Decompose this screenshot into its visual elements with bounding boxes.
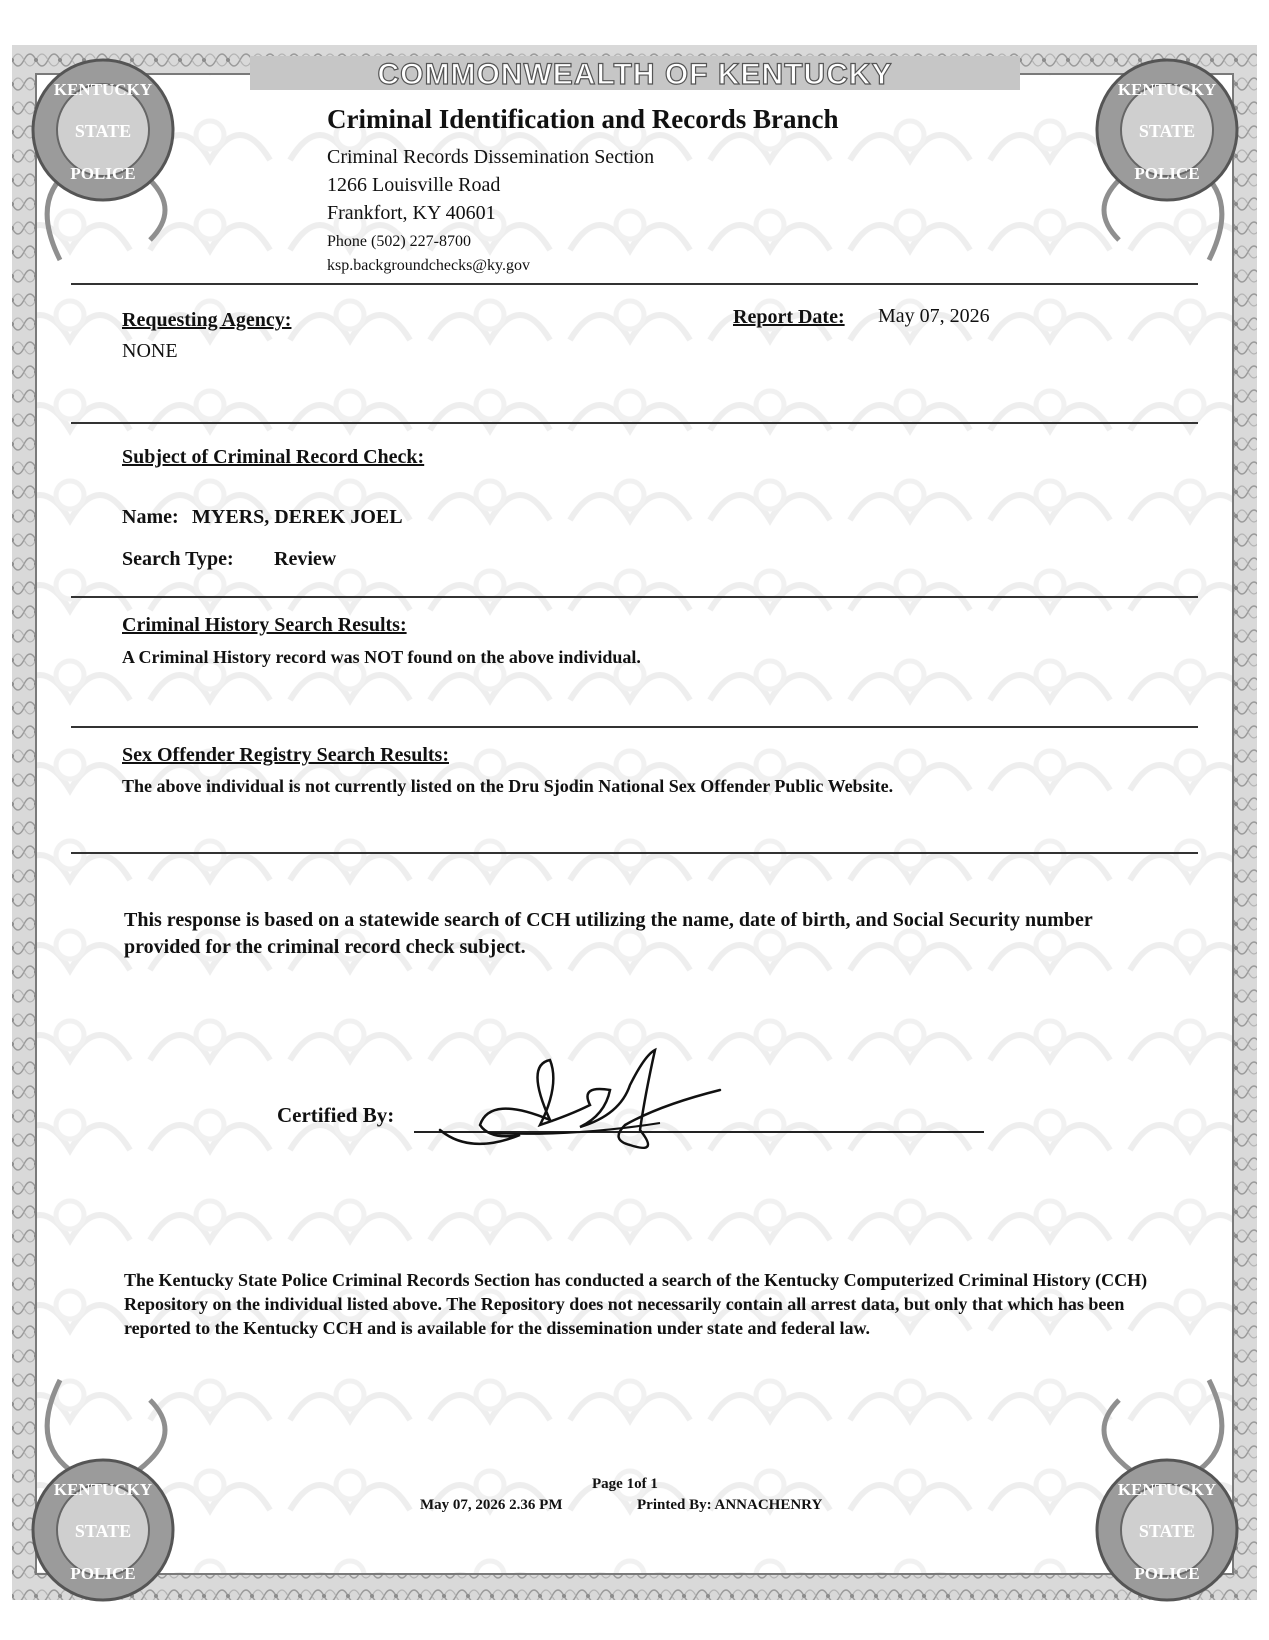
signature (430, 1045, 740, 1155)
sex-offender-result: The above individual is not currently listed on the Dru Sjodin National Sex Offender Public Website. (122, 776, 894, 796)
ksp-seal-top-right (1092, 55, 1242, 205)
criminal-history-label: Criminal History Search Results: (122, 614, 407, 636)
search-type-value: Review (274, 548, 337, 570)
svg-text:POLICE: POLICE (1134, 164, 1200, 183)
subject-name-label: Name: (122, 506, 179, 528)
requesting-agency-label: Requesting Agency: (122, 309, 292, 331)
report-date-label: Report Date: (733, 306, 845, 328)
divider-5 (71, 852, 1198, 854)
ksp-seal-top-left (28, 55, 178, 205)
printed-at: May 07, 2026 2.36 PM (420, 1497, 563, 1513)
sex-offender-label: Sex Offender Registry Search Results: (122, 744, 449, 766)
svg-text:KENTUCKY: KENTUCKY (53, 1480, 153, 1499)
phone-number: Phone (502) 227-8700 (327, 233, 471, 250)
svg-text:STATE: STATE (74, 121, 132, 141)
svg-text:KENTUCKY: KENTUCKY (53, 80, 153, 99)
svg-text:POLICE: POLICE (1134, 1564, 1200, 1583)
svg-text:POLICE: POLICE (70, 164, 136, 183)
divider-3 (71, 596, 1198, 598)
page-number: Page 1of 1 (592, 1476, 658, 1492)
email-address: ksp.backgroundchecks@ky.gov (327, 257, 530, 274)
criminal-history-result: A Criminal History record was NOT found on the above individual. (122, 647, 641, 667)
disclaimer: The Kentucky State Police Criminal Records Section has conducted a search of the Kentucky Computerized Criminal History (CCH) Repository on the individual listed above. The Repository does not necessarily contain all arrest data, but only that which has been reported to the Kentucky CCH and is available for the dissemination under state and federal law. (124, 1270, 1148, 1338)
ksp-seal-bottom-left (28, 1455, 178, 1605)
subject-label: Subject of Criminal Record Check: (122, 446, 425, 468)
divider-2 (71, 422, 1198, 424)
printed-by: Printed By: ANNACHENRY (637, 1497, 823, 1513)
svg-text:STATE: STATE (74, 1521, 132, 1541)
divider-1 (71, 283, 1198, 285)
ksp-seal-bottom-right (1092, 1455, 1242, 1605)
branch-title: Criminal Identification and Records Branch (327, 104, 839, 134)
city-state-zip: Frankfort, KY 40601 (327, 202, 496, 224)
search-type-label: Search Type: (122, 548, 234, 570)
subject-name: MYERS, DEREK JOEL (192, 506, 403, 528)
svg-text:STATE: STATE (1138, 121, 1196, 141)
divider-4 (71, 726, 1198, 728)
svg-text:KENTUCKY: KENTUCKY (1117, 80, 1217, 99)
street-address: 1266 Louisville Road (327, 174, 501, 196)
svg-text:STATE: STATE (1138, 1521, 1196, 1541)
banner-text: COMMONWEALTH OF KENTUCKY (377, 58, 893, 91)
basis-statement: This response is based on a statewide search of CCH utilizing the name, date of birth, and Social Security number provided for the criminal record check subject. (124, 909, 1093, 958)
svg-text:KENTUCKY: KENTUCKY (1117, 1480, 1217, 1499)
certified-by-label: Certified By: (277, 1103, 395, 1127)
report-date-value: May 07, 2026 (878, 305, 990, 327)
svg-text:POLICE: POLICE (70, 1564, 136, 1583)
section-name: Criminal Records Dissemination Section (327, 146, 655, 168)
requesting-agency-value: NONE (122, 340, 178, 362)
